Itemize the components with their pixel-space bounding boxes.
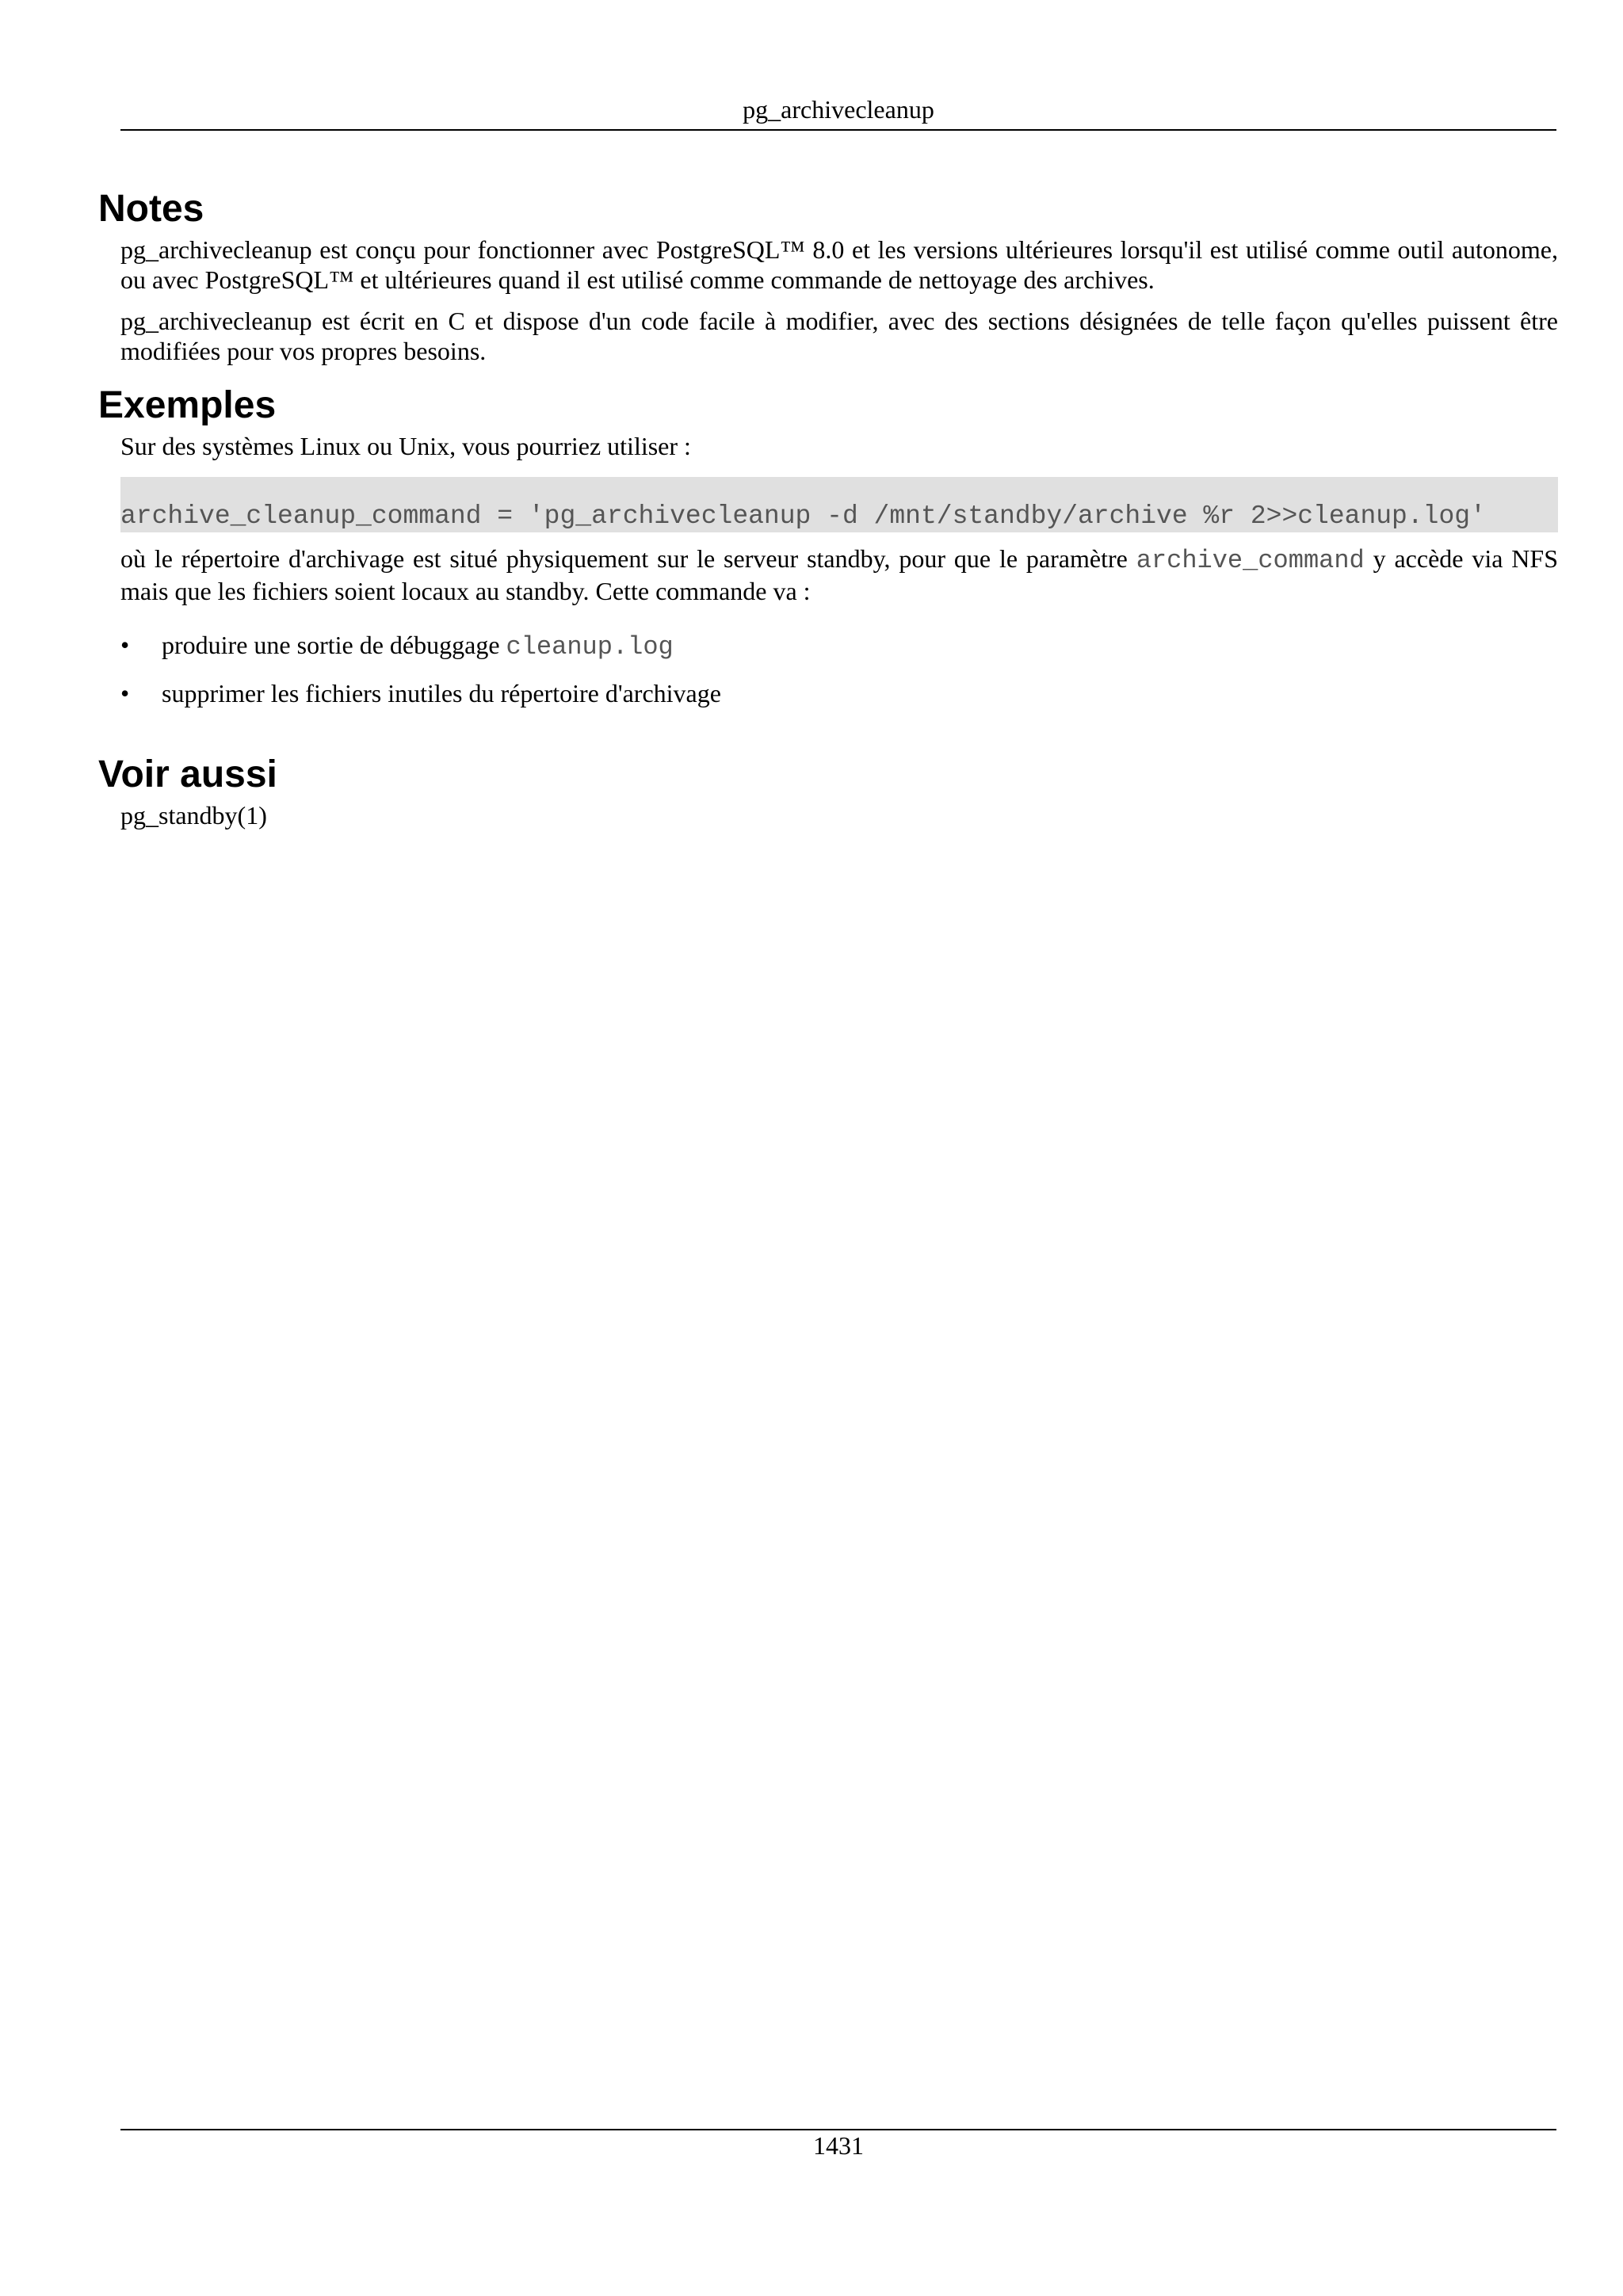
page-content xyxy=(98,187,1558,830)
list-item-text: supprimer les fichiers inutiles du répertoire d'archivage xyxy=(162,679,721,707)
see-also-link-pg-standby[interactable]: pg_standby(1) xyxy=(120,801,267,830)
notes-paragraph-2: pg_archivecleanup est écrit en C et dispose d'un code facile à modifier, avec des sections désignées de telle façon qu'elles puissent être modifiées pour vos propres besoins. xyxy=(120,307,1558,365)
list-item xyxy=(120,678,1558,708)
header-rule xyxy=(120,129,1556,131)
running-header: pg_archivecleanup xyxy=(743,95,934,124)
list-item xyxy=(120,630,1558,662)
bullet-icon: • xyxy=(120,631,130,659)
bullet-icon: • xyxy=(120,679,130,707)
section-title-notes: Notes xyxy=(98,188,204,230)
explanation-text-after: y accède via NFS mais que les fichiers soient locaux au standby. Cette commande va : xyxy=(120,544,1559,605)
inline-code-archive-command: archive_command xyxy=(1136,546,1365,575)
inline-code-cleanup-log: cleanup.log xyxy=(506,632,674,662)
exemples-intro: Sur des systèmes Linux ou Unix, vous pourriez utiliser : xyxy=(120,432,691,460)
command-example: archive_cleanup_command = 'pg_archivecleanup -d /mnt/standby/archive %r 2>>cleanup.log' xyxy=(120,502,1486,531)
notes-paragraph-1: pg_archivecleanup est conçu pour fonctionner avec PostgreSQL™ 8.0 et les versions ultérieures lorsqu'il est utilisé comme outil autonome, ou avec PostgreSQL™ et ultérieures quand il est utilisé comme commande de nettoyage des archives. xyxy=(120,235,1558,294)
section-title-exemples: Exemples xyxy=(98,384,277,426)
code-block xyxy=(120,477,1558,532)
explanation-text-before: où le répertoire d'archivage est situé physiquement sur le serveur standby, pour que le paramètre xyxy=(120,544,1136,573)
bullet-list xyxy=(120,630,1558,708)
list-item-text: produire une sortie de débuggage xyxy=(162,631,506,659)
section-title-voir-aussi: Voir aussi xyxy=(98,753,277,795)
page-number: 1431 xyxy=(813,2131,864,2160)
exemples-explanation xyxy=(120,543,1558,606)
